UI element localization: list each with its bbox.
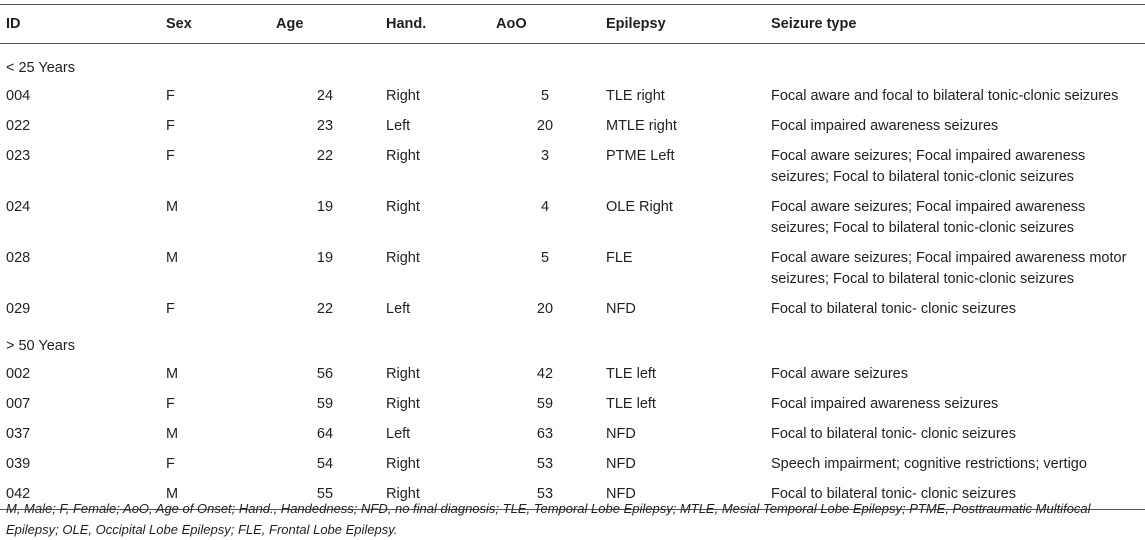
cell-epilepsy: NFD <box>606 486 636 502</box>
cell-seizure-type: Focal aware seizures; Focal impaired awareness seizures; Focal to bilateral tonic-clonic seizures <box>771 148 1086 185</box>
cell-age-of-onset: 42 <box>536 366 554 382</box>
cell-age: 22 <box>316 301 334 317</box>
cell-epilepsy: NFD <box>606 301 636 317</box>
cell-id: 029 <box>6 301 31 317</box>
cell-seizure-type: Focal aware and focal to bilateral tonic-clonic seizures <box>771 88 1119 104</box>
cell-handedness: Right <box>386 396 420 412</box>
cell-age: 24 <box>316 88 334 104</box>
header-epilepsy: Epilepsy <box>606 16 666 32</box>
table-row <box>0 141 1145 192</box>
table-row <box>0 449 1145 479</box>
cell-id: 004 <box>6 88 31 104</box>
group-label: > 50 Years <box>6 338 75 354</box>
cell-seizure-type: Focal impaired awareness seizures <box>771 396 999 412</box>
cell-age-of-onset: 20 <box>536 118 554 134</box>
cell-age-of-onset: 4 <box>540 199 550 215</box>
cell-handedness: Left <box>386 118 411 134</box>
cell-handedness: Left <box>386 301 411 317</box>
cell-handedness: Left <box>386 426 411 442</box>
cell-sex: M <box>166 486 179 502</box>
cell-seizure-type: Focal to bilateral tonic- clonic seizures <box>771 426 1016 442</box>
table-row <box>0 81 1145 111</box>
group-label: < 25 Years <box>6 60 75 76</box>
cell-id: 007 <box>6 396 31 412</box>
header-handedness: Hand. <box>386 16 427 32</box>
cell-epilepsy: PTME Left <box>606 148 675 164</box>
cell-epilepsy: OLE Right <box>606 199 673 215</box>
cell-seizure-type: Focal impaired awareness seizures <box>771 118 999 134</box>
cell-age-of-onset: 59 <box>536 396 554 412</box>
header-sex: Sex <box>166 16 192 32</box>
cell-age: 56 <box>316 366 334 382</box>
cell-id: 024 <box>6 199 31 215</box>
cell-age-of-onset: 53 <box>536 456 554 472</box>
table-footnote: M, Male; F, Female; AoO, Age of Onset; Hand., Handedness; NFD, no final diagnosis; TLE, Temporal Lobe Epilepsy; MTLE, Mesial Temporal Lobe Epilepsy; PTME, Posttraumatic Multifocal Epilepsy; OLE, Occipital Lobe Epilepsy; FLE, Frontal Lobe Epilepsy. <box>6 501 1091 537</box>
cell-sex: M <box>166 366 179 382</box>
cell-seizure-type: Focal aware seizures; Focal impaired awareness motor seizures; Focal to bilateral tonic-clonic seizures <box>771 250 1127 287</box>
table-row <box>0 294 1145 324</box>
header-age-of-onset: AoO <box>496 16 527 32</box>
cell-epilepsy: NFD <box>606 426 636 442</box>
cell-age: 55 <box>316 486 334 502</box>
cell-handedness: Right <box>386 486 420 502</box>
table-row <box>0 243 1145 294</box>
header-id: ID <box>6 16 21 32</box>
table-row <box>0 389 1145 419</box>
cell-seizure-type: Focal to bilateral tonic- clonic seizures <box>771 486 1016 502</box>
cell-age-of-onset: 5 <box>540 88 550 104</box>
cell-age: 23 <box>316 118 334 134</box>
table-header <box>0 5 1145 44</box>
cell-seizure-type: Focal aware seizures <box>771 366 908 382</box>
header-row <box>0 5 1145 44</box>
header-seizure-type: Seizure type <box>771 16 857 32</box>
cell-seizure-type: Focal to bilateral tonic- clonic seizures <box>771 301 1016 317</box>
cell-sex: F <box>166 396 175 412</box>
cell-age-of-onset: 63 <box>536 426 554 442</box>
table-body <box>0 44 1145 510</box>
cell-sex: M <box>166 250 179 266</box>
cell-epilepsy: FLE <box>606 250 633 266</box>
cell-handedness: Right <box>386 148 420 164</box>
cell-sex: F <box>166 148 175 164</box>
cell-handedness: Right <box>386 88 420 104</box>
cell-age: 54 <box>316 456 334 472</box>
cell-seizure-type: Focal aware seizures; Focal impaired awareness seizures; Focal to bilateral tonic-clonic seizures <box>771 199 1086 236</box>
cell-age-of-onset: 5 <box>540 250 550 266</box>
cell-handedness: Right <box>386 366 420 382</box>
table-row <box>0 111 1145 141</box>
cell-age-of-onset: 53 <box>536 486 554 502</box>
group-row <box>0 44 1145 82</box>
group-row <box>0 324 1145 359</box>
cell-age: 59 <box>316 396 334 412</box>
cell-age-of-onset: 20 <box>536 301 554 317</box>
cell-id: 022 <box>6 118 31 134</box>
cell-age: 19 <box>316 199 334 215</box>
cell-id: 039 <box>6 456 31 472</box>
cell-sex: M <box>166 199 179 215</box>
cell-seizure-type: Speech impairment; cognitive restrictions; vertigo <box>771 456 1087 472</box>
cell-age-of-onset: 3 <box>540 148 550 164</box>
cell-sex: F <box>166 118 175 134</box>
table-row <box>0 359 1145 389</box>
cell-sex: F <box>166 88 175 104</box>
cell-epilepsy: NFD <box>606 456 636 472</box>
cell-sex: F <box>166 301 175 317</box>
cell-id: 002 <box>6 366 31 382</box>
cell-handedness: Right <box>386 456 420 472</box>
cell-epilepsy: TLE left <box>606 396 656 412</box>
cell-epilepsy: TLE right <box>606 88 665 104</box>
cell-handedness: Right <box>386 250 420 266</box>
cell-id: 037 <box>6 426 31 442</box>
table-row <box>0 419 1145 449</box>
cell-epilepsy: MTLE right <box>606 118 677 134</box>
cell-sex: F <box>166 456 175 472</box>
cell-handedness: Right <box>386 199 420 215</box>
cell-id: 023 <box>6 148 31 164</box>
cell-age: 22 <box>316 148 334 164</box>
cell-id: 042 <box>6 486 31 502</box>
cell-sex: M <box>166 426 179 442</box>
patient-table <box>0 4 1145 510</box>
cell-epilepsy: TLE left <box>606 366 656 382</box>
cell-id: 028 <box>6 250 31 266</box>
cell-age: 64 <box>316 426 334 442</box>
table-row <box>0 192 1145 243</box>
cell-age: 19 <box>316 250 334 266</box>
header-age: Age <box>276 16 304 32</box>
